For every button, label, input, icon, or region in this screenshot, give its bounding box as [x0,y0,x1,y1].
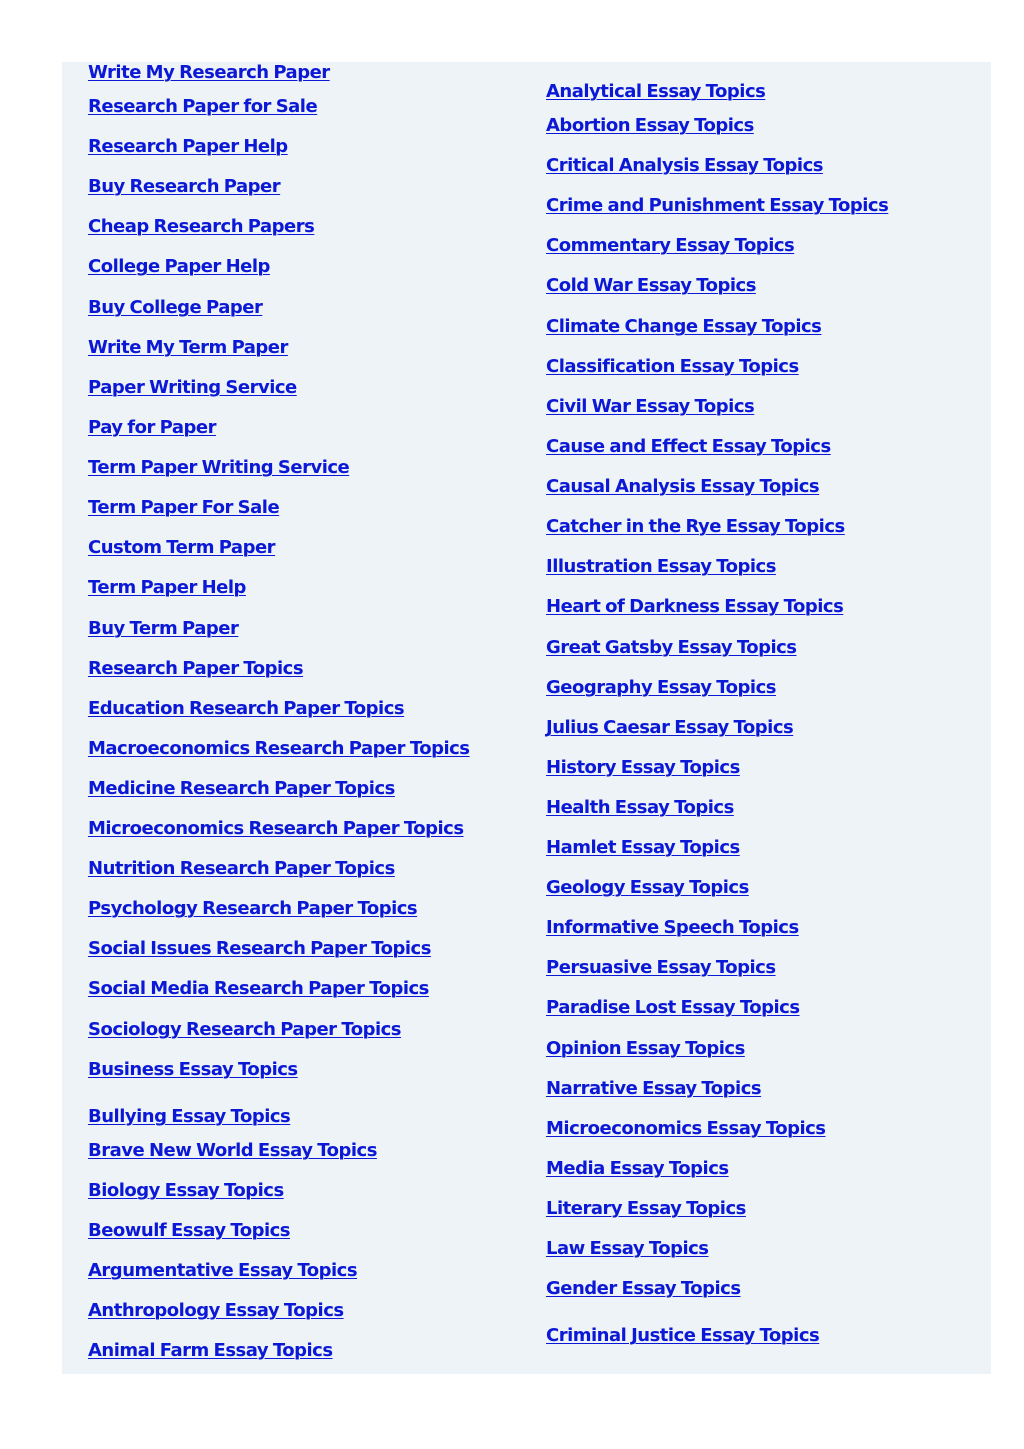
link-history-essay-topics[interactable]: History Essay Topics [546,757,740,778]
link-paradise-lost-essay-topics[interactable]: Paradise Lost Essay Topics [546,997,800,1018]
link-causal-analysis-essay-topics[interactable]: Causal Analysis Essay Topics [546,476,820,497]
list-item [88,976,429,1002]
list-item [546,675,776,701]
link-health-essay-topics[interactable]: Health Essay Topics [546,797,734,818]
list-item [88,656,303,682]
link-social-issues-research-paper-topics[interactable]: Social Issues Research Paper Topics [88,938,431,959]
list-item [546,594,843,620]
link-persuasive-essay-topics[interactable]: Persuasive Essay Topics [546,957,776,978]
link-cause-and-effect-essay-topics[interactable]: Cause and Effect Essay Topics [546,436,831,457]
list-item [88,1104,290,1130]
list-item [546,1196,746,1222]
link-research-paper-for-sale[interactable]: Research Paper for Sale [88,96,318,117]
link-commentary-essay-topics[interactable]: Commentary Essay Topics [546,235,795,256]
list-item [546,755,740,781]
list-item [546,153,823,179]
link-macroeconomics-research-paper-topics[interactable]: Macroeconomics Research Paper Topics [88,738,470,759]
list-item [88,856,395,882]
link-beowulf-essay-topics[interactable]: Beowulf Essay Topics [88,1220,291,1241]
link-bullying-essay-topics[interactable]: Bullying Essay Topics [88,1106,291,1127]
link-media-essay-topics[interactable]: Media Essay Topics [546,1158,729,1179]
link-medicine-research-paper-topics[interactable]: Medicine Research Paper Topics [88,778,395,799]
list-item [88,1017,401,1043]
list-item [88,375,297,401]
link-term-paper-writing-service[interactable]: Term Paper Writing Service [88,457,350,478]
link-informative-speech-topics[interactable]: Informative Speech Topics [546,917,799,938]
list-item [88,254,270,280]
list-item [546,795,734,821]
link-buy-college-paper[interactable]: Buy College Paper [88,297,263,318]
link-brave-new-world-essay-topics[interactable]: Brave New World Essay Topics [88,1140,377,1161]
link-nutrition-research-paper-topics[interactable]: Nutrition Research Paper Topics [88,858,395,879]
list-item [88,60,330,86]
list-item [88,896,417,922]
link-term-paper-for-sale[interactable]: Term Paper For Sale [88,497,280,518]
list-item [88,335,288,361]
list-item [88,736,470,762]
list-item [88,1138,377,1164]
link-cold-war-essay-topics[interactable]: Cold War Essay Topics [546,275,756,296]
link-heart-of-darkness-essay-topics[interactable]: Heart of Darkness Essay Topics [546,596,844,617]
list-item [546,514,845,540]
list-item [88,174,280,200]
list-item [546,915,799,941]
list-item [546,554,776,580]
list-item [88,214,314,240]
link-hamlet-essay-topics[interactable]: Hamlet Essay Topics [546,837,740,858]
link-climate-change-essay-topics[interactable]: Climate Change Essay Topics [546,316,822,337]
link-geography-essay-topics[interactable]: Geography Essay Topics [546,677,776,698]
link-custom-term-paper[interactable]: Custom Term Paper [88,537,276,558]
list-item [88,575,246,601]
link-write-my-term-paper[interactable]: Write My Term Paper [88,337,288,358]
link-business-essay-topics[interactable]: Business Essay Topics [88,1059,298,1080]
link-research-paper-help[interactable]: Research Paper Help [88,136,288,157]
list-item [88,94,317,120]
link-classification-essay-topics[interactable]: Classification Essay Topics [546,356,799,377]
link-illustration-essay-topics[interactable]: Illustration Essay Topics [546,556,776,577]
list-item [546,1323,819,1349]
list-item [88,696,404,722]
list-item [546,113,754,139]
list-item [88,616,238,642]
link-criminal-justice-essay-topics[interactable]: Criminal Justice Essay Topics [546,1325,820,1346]
link-catcher-in-the-rye-essay-topics[interactable]: Catcher in the Rye Essay Topics [546,516,845,537]
link-research-paper-topics[interactable]: Research Paper Topics [88,658,304,679]
list-item [88,1218,290,1244]
link-sociology-research-paper-topics[interactable]: Sociology Research Paper Topics [88,1019,402,1040]
list-item [88,1258,357,1284]
link-civil-war-essay-topics[interactable]: Civil War Essay Topics [546,396,755,417]
list-item [546,1116,826,1142]
link-buy-research-paper[interactable]: Buy Research Paper [88,176,281,197]
list-item [546,474,819,500]
list-item [88,816,464,842]
link-biology-essay-topics[interactable]: Biology Essay Topics [88,1180,284,1201]
list-item [88,1178,284,1204]
link-cheap-research-papers[interactable]: Cheap Research Papers [88,216,315,237]
link-literary-essay-topics[interactable]: Literary Essay Topics [546,1198,746,1219]
link-pay-for-paper[interactable]: Pay for Paper [88,417,216,438]
list-item [546,955,776,981]
link-social-media-research-paper-topics[interactable]: Social Media Research Paper Topics [88,978,429,999]
list-item [88,455,349,481]
link-paper-writing-service[interactable]: Paper Writing Service [88,377,297,398]
list-item [546,1036,745,1062]
list-item [88,495,279,521]
list-item [88,295,262,321]
list-item [88,776,395,802]
list-item [546,835,740,861]
link-microeconomics-essay-topics[interactable]: Microeconomics Essay Topics [546,1118,826,1139]
link-abortion-essay-topics[interactable]: Abortion Essay Topics [546,115,754,136]
list-item [546,314,821,340]
link-critical-analysis-essay-topics[interactable]: Critical Analysis Essay Topics [546,155,823,176]
link-microeconomics-research-paper-topics[interactable]: Microeconomics Research Paper Topics [88,818,464,839]
list-item [546,394,754,420]
link-law-essay-topics[interactable]: Law Essay Topics [546,1238,709,1259]
list-item [546,1076,761,1102]
link-opinion-essay-topics[interactable]: Opinion Essay Topics [546,1038,745,1059]
link-buy-term-paper[interactable]: Buy Term Paper [88,618,239,639]
list-item [546,193,888,219]
link-term-paper-help[interactable]: Term Paper Help [88,577,246,598]
list-item [88,134,288,160]
list-item [546,233,794,259]
list-item [88,1298,344,1324]
list-item [88,1338,333,1364]
list-item [546,434,831,460]
link-julius-caesar-essay-topics[interactable]: Julius Caesar Essay Topics [546,717,794,738]
list-item [546,273,756,299]
link-college-paper-help[interactable]: College Paper Help [88,256,270,277]
list-item [546,995,800,1021]
link-analytical-essay-topics[interactable]: Analytical Essay Topics [546,81,766,102]
link-education-research-paper-topics[interactable]: Education Research Paper Topics [88,698,405,719]
list-item [88,936,431,962]
link-narrative-essay-topics[interactable]: Narrative Essay Topics [546,1078,762,1099]
link-psychology-research-paper-topics[interactable]: Psychology Research Paper Topics [88,898,418,919]
list-item [546,1156,729,1182]
list-item [546,875,749,901]
list-item [546,635,797,661]
list-item [546,354,799,380]
link-argumentative-essay-topics[interactable]: Argumentative Essay Topics [88,1260,358,1281]
link-gender-essay-topics[interactable]: Gender Essay Topics [546,1278,741,1299]
link-animal-farm-essay-topics[interactable]: Animal Farm Essay Topics [88,1340,333,1361]
list-item [546,1236,709,1262]
list-item [546,79,765,105]
link-great-gatsby-essay-topics[interactable]: Great Gatsby Essay Topics [546,637,797,658]
link-crime-and-punishment-essay-topics[interactable]: Crime and Punishment Essay Topics [546,195,889,216]
list-item [88,1057,298,1083]
list-item [546,1276,741,1302]
link-anthropology-essay-topics[interactable]: Anthropology Essay Topics [88,1300,344,1321]
link-geology-essay-topics[interactable]: Geology Essay Topics [546,877,749,898]
list-item [88,535,275,561]
link-write-my-research-paper[interactable]: Write My Research Paper [88,62,330,83]
list-item [88,415,216,441]
list-item [546,715,793,741]
